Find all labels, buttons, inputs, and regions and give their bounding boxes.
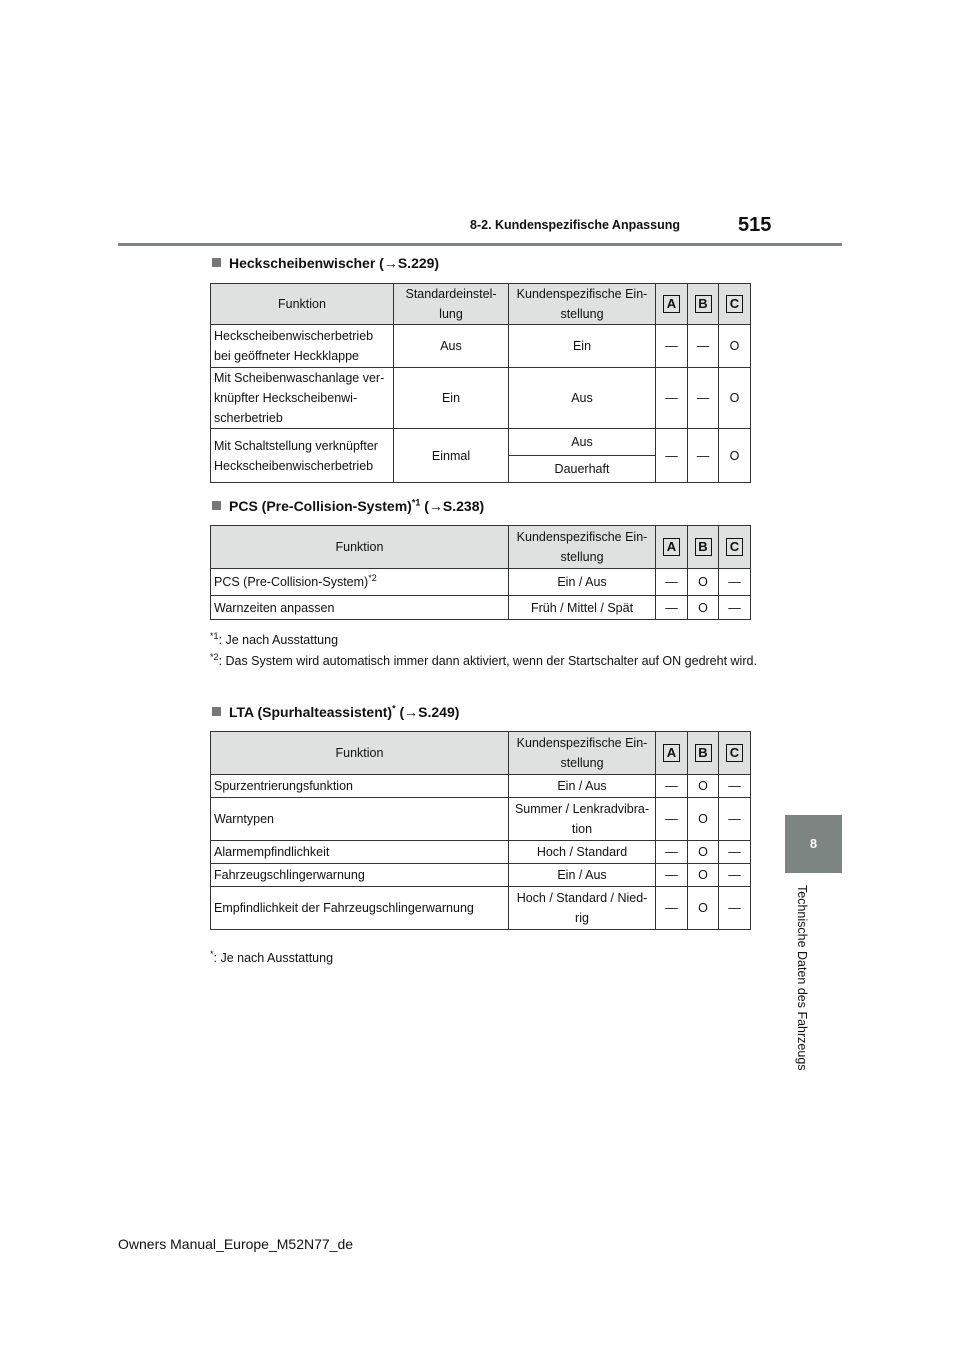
table-cell: [211, 368, 394, 429]
cell-text: PCS (Pre-Collision-System): [214, 575, 369, 589]
cell-text: O: [698, 779, 708, 793]
table-cell: [719, 325, 751, 368]
cell-text: Empfindlichkeit der Fahrzeugschlingerwarnung: [214, 901, 474, 915]
table-cell: [719, 864, 751, 887]
cell-text: O: [729, 339, 740, 353]
cell-text: Ein / Aus: [557, 575, 607, 589]
section-title-text: PCS (Pre-Collision-System): [229, 498, 412, 514]
cell-text: O: [698, 600, 708, 615]
table-row: [211, 841, 751, 864]
table-cell: [719, 775, 751, 798]
cell-text: Heckscheibenwischerbetrieb bei geöffneter Heckklappe: [214, 329, 374, 363]
table-cell: [211, 841, 509, 864]
chapter-tab[interactable]: 8: [785, 815, 842, 873]
cell-text: —: [728, 845, 741, 859]
table-header-row: [211, 284, 751, 325]
table-cell: [656, 325, 688, 368]
header-custom: [509, 284, 656, 325]
cell-text: Kundenspezifische Ein-stellung: [516, 287, 648, 321]
table-cell: [656, 864, 688, 887]
table-cell: [688, 775, 719, 798]
header-custom: [509, 732, 656, 775]
cell-text: Spurzentrierungsfunktion: [214, 779, 353, 793]
cell-text: —: [728, 779, 741, 793]
table-cell: [211, 864, 509, 887]
table-cell: [688, 887, 719, 930]
cell-text: —: [728, 575, 741, 589]
cell-text: Mit Schaltstellung verknüpfter Heckscheibenwischerbetrieb: [214, 438, 378, 473]
section-title-text: Heckscheibenwischer (→S.229): [229, 255, 440, 271]
cell-text: Funktion: [335, 540, 384, 554]
cell-text: —: [665, 448, 678, 463]
table-cell: [688, 569, 719, 596]
cell-text: Früh / Mittel / Spät: [530, 600, 634, 615]
table-row: [211, 368, 751, 429]
cell-text: Standardeinstel-lung: [405, 287, 497, 321]
footnote-mark: *2: [368, 572, 377, 583]
cell-text: Kundenspezifische Ein-stellung: [516, 530, 648, 564]
table-cell: [509, 325, 656, 368]
table-cell: [656, 368, 688, 429]
cell-text: —: [728, 600, 741, 615]
header-c: [719, 526, 751, 569]
cell-text: —: [696, 448, 710, 463]
cell-text: Alarmempfindlichkeit: [214, 845, 330, 859]
table-cell: [509, 887, 656, 930]
table-cell: [211, 325, 394, 368]
cell-text: —: [665, 575, 678, 589]
column-letter-a: A: [663, 538, 680, 556]
table-cell: [688, 325, 719, 368]
cell-text: —: [665, 391, 678, 405]
table-cell: [211, 887, 509, 930]
footnote: [210, 948, 768, 969]
cell-text: Ein: [572, 339, 592, 353]
cell-text: —: [728, 868, 741, 882]
cell-text: O: [698, 845, 708, 859]
table-cell: [394, 325, 509, 368]
cell-text: —: [665, 779, 678, 793]
footnote-mark: *1: [411, 497, 421, 508]
header-funktion: [211, 526, 509, 569]
cell-text: —: [665, 901, 678, 915]
header-funktion: [211, 732, 509, 775]
column-letter-a: A: [663, 295, 680, 313]
cell-text: —: [665, 600, 678, 615]
cell-text: Mit Scheibenwaschanlage ver-knüpfter Heckscheibenwi-scherbetrieb: [214, 371, 385, 425]
cell-text: O: [698, 812, 708, 826]
header-b: [688, 732, 719, 775]
cell-text: Ein / Aus: [557, 779, 607, 793]
cell-text: Funktion: [335, 746, 384, 760]
header-a: [656, 526, 688, 569]
footnote-mark: *: [392, 703, 396, 714]
header-default: [394, 284, 509, 325]
cell-text: O: [729, 391, 740, 405]
cell-text: O: [698, 868, 708, 882]
footnote-mark: *: [210, 948, 214, 959]
column-letter-b: B: [695, 295, 712, 313]
cell-text: Warnzeiten anpassen: [214, 600, 335, 615]
table-cell: [688, 429, 719, 483]
square-bullet-icon: [212, 258, 221, 267]
table-cell: [211, 775, 509, 798]
table-heckscheibenwischer: [210, 283, 751, 483]
cell-text: Einmal: [431, 448, 471, 463]
cell-text: Fahrzeugschlingerwarnung: [214, 868, 365, 882]
table-header-row: [211, 732, 751, 775]
cell-text: Hoch / Standard: [536, 845, 628, 859]
table-cell: [509, 368, 656, 429]
table-cell: [719, 368, 751, 429]
cell-text: Kundenspezifische Ein-stellung: [516, 736, 648, 770]
table-cell: [656, 841, 688, 864]
page-reference[interactable]: (→S.238): [424, 498, 485, 514]
table-cell: [656, 596, 688, 620]
chapter-title-vertical: Technische Daten des Fahrzeugs: [795, 885, 809, 1071]
table-row: [211, 775, 751, 798]
table-cell: [509, 841, 656, 864]
table-row: [211, 325, 751, 368]
table-cell: [211, 569, 509, 596]
page-number: 515: [738, 214, 772, 236]
header-funktion: [211, 284, 394, 325]
table-cell: [394, 429, 509, 483]
header-a: [656, 732, 688, 775]
table-row: [211, 798, 751, 841]
table-cell: [719, 429, 751, 483]
table-pcs: [210, 525, 751, 620]
cell-text: —: [696, 339, 710, 353]
section-title-lta: [212, 704, 459, 720]
column-letter-a: A: [663, 744, 680, 762]
cell-text: O: [729, 448, 740, 463]
footnote-text: : Je nach Ausstattung: [218, 633, 339, 647]
footnote-mark: *1: [210, 630, 219, 641]
table-header-row: [211, 526, 751, 569]
header-rule: [118, 243, 842, 246]
section-header: 8-2. Kundenspezifische Anpassung: [470, 218, 680, 232]
cell-text: —: [665, 339, 678, 353]
table-cell: [509, 596, 656, 620]
table-cell: [719, 841, 751, 864]
header-a: [656, 284, 688, 325]
table-cell: [509, 569, 656, 596]
footer-doc-id: Owners Manual_Europe_M52N77_de: [118, 1236, 354, 1252]
table-cell: [688, 368, 719, 429]
table-row: [211, 596, 751, 620]
table-cell: [211, 798, 509, 841]
cell-text: Ein: [441, 391, 461, 405]
table-row: [211, 569, 751, 596]
header-b: [688, 284, 719, 325]
table-cell: [656, 429, 688, 483]
cell-text: Summer / Lenkradvibra-tion: [514, 802, 650, 836]
square-bullet-icon: [212, 501, 221, 510]
footnote-mark: *2: [210, 651, 219, 662]
table-row: [211, 887, 751, 930]
footnote: [210, 630, 768, 651]
table-cell: [719, 887, 751, 930]
table-cell: [688, 841, 719, 864]
cell-text: —: [728, 901, 741, 915]
cell-text: —: [665, 812, 678, 826]
page-reference[interactable]: (→S.249): [399, 704, 460, 720]
column-letter-b: B: [695, 744, 712, 762]
table-cell: [719, 569, 751, 596]
footnotes-lta: [210, 948, 768, 969]
table-cell: [509, 775, 656, 798]
cell-text: —: [665, 868, 678, 882]
column-letter-c: C: [726, 295, 743, 313]
header-c: [719, 284, 751, 325]
cell-text: Warntypen: [214, 812, 274, 826]
cell-text: Aus: [440, 339, 462, 353]
cell-text: Hoch / Standard / Nied-rig: [516, 891, 648, 925]
footnote: [210, 651, 768, 672]
footnote-text: : Das System wird automatisch immer dann aktiviert, wenn der Startschalter auf ON gedreht wird.: [218, 654, 757, 668]
cell-text: O: [698, 575, 708, 589]
table-cell: [656, 775, 688, 798]
header-c: [719, 732, 751, 775]
footnote-text: : Je nach Ausstattung: [213, 951, 334, 965]
table-cell: [719, 596, 751, 620]
cell-text: O: [698, 901, 708, 915]
column-letter-c: C: [726, 538, 743, 556]
cell-text: Dauerhaft: [554, 462, 610, 476]
cell-text: —: [728, 812, 741, 826]
table-lta: [210, 731, 751, 930]
cell-text: —: [665, 845, 678, 859]
table-cell: [509, 429, 656, 456]
table-cell: [656, 887, 688, 930]
table-cell: [394, 368, 509, 429]
table-cell: [211, 429, 394, 483]
table-cell: [509, 798, 656, 841]
column-letter-c: C: [726, 744, 743, 762]
table-cell: [509, 864, 656, 887]
table-row: [211, 429, 751, 456]
section-title-pcs: [212, 498, 484, 514]
section-title-heckscheibenwischer: [212, 255, 439, 271]
cell-text: Aus: [571, 391, 593, 405]
table-row: [211, 864, 751, 887]
square-bullet-icon: [212, 707, 221, 716]
footnotes-pcs: [210, 630, 768, 672]
cell-text: Aus: [571, 435, 593, 449]
table-cell: [688, 798, 719, 841]
table-cell: [211, 596, 509, 620]
cell-text: Funktion: [278, 297, 326, 311]
header-b: [688, 526, 719, 569]
cell-text: —: [696, 391, 710, 405]
column-letter-b: B: [695, 538, 712, 556]
cell-text: Ein / Aus: [557, 868, 607, 882]
table-cell: [656, 569, 688, 596]
table-cell: [688, 596, 719, 620]
table-cell: [656, 798, 688, 841]
section-title-text: LTA (Spurhalteassistent): [229, 704, 393, 720]
table-cell: [719, 798, 751, 841]
table-cell: [688, 864, 719, 887]
table-cell: [509, 456, 656, 483]
header-custom: [509, 526, 656, 569]
